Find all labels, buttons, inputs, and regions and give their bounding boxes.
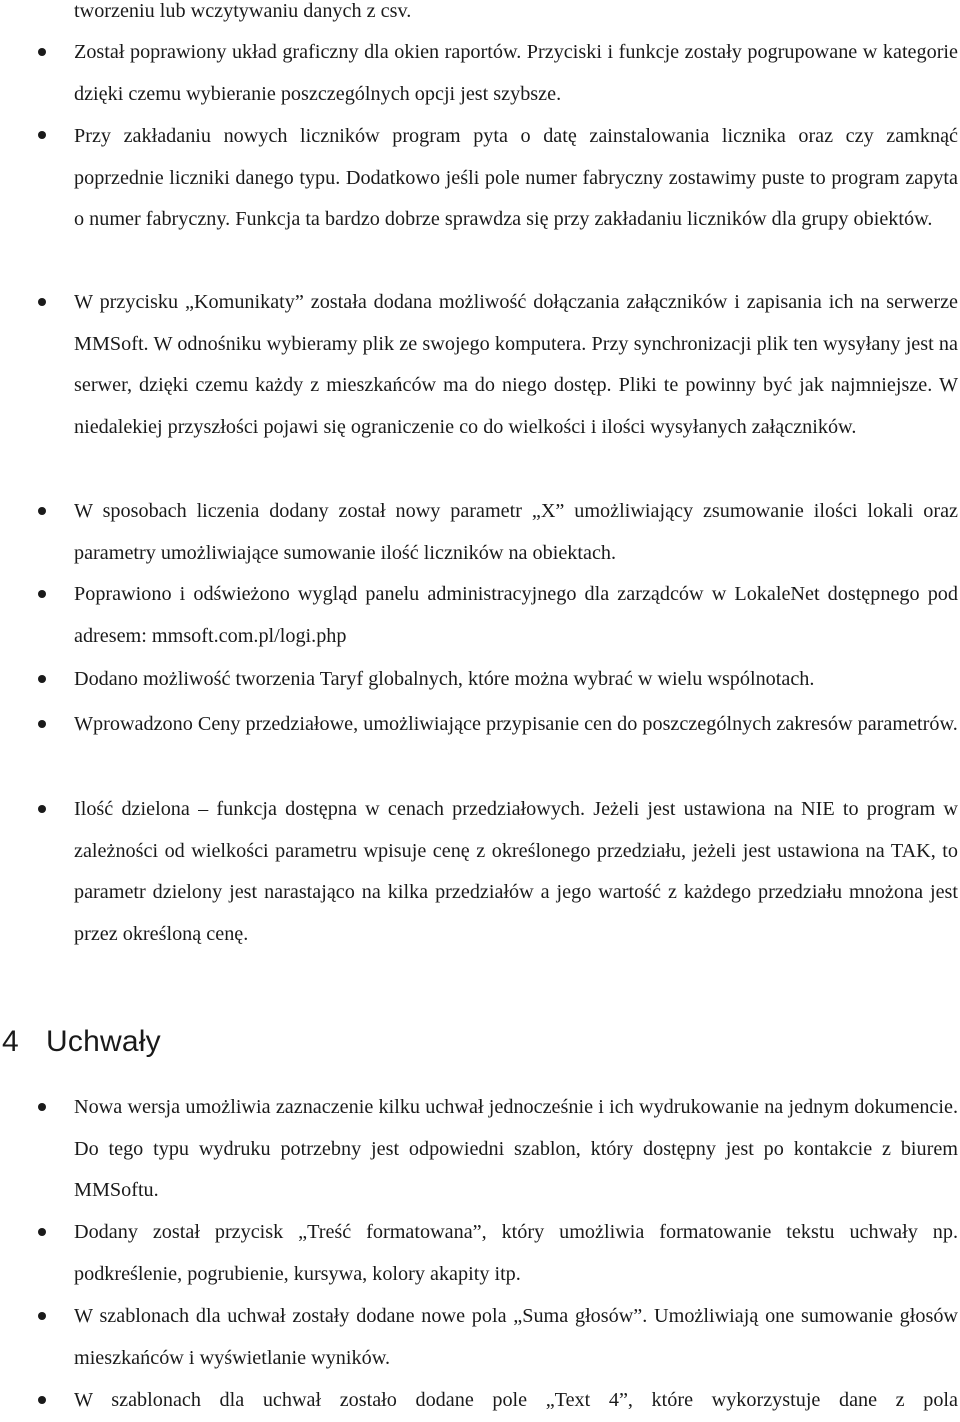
- bullet-icon: [38, 590, 46, 598]
- list-item: Poprawiono i odświeżono wygląd panelu administracyjnego dla zarządców w LokaleNet dostępnego pod adresem: mmsoft.com.pl/logi.php: [74, 583, 958, 647]
- bullet-icon: [38, 1228, 46, 1236]
- list-item: W szablonach dla uchwał zostało dodane pole „Text 4”, które wykorzystuje dane z pola: [74, 1389, 958, 1411]
- bullet-icon: [38, 1312, 46, 1320]
- list-item: Nowa wersja umożliwia zaznaczenie kilku uchwał jednocześnie i ich wydrukowanie na jednym dokumencie. Do tego typu wydruku potrzebny jest odpowiedni szablon, który dostępny jest po kontakcie z biurem MMSoftu.: [74, 1096, 958, 1201]
- bullet-icon: [38, 720, 46, 728]
- list-item: Dodany został przycisk „Treść formatowana”, który umożliwia formatowanie tekstu uchwały np. podkreślenie, pogrubienie, kursywa, kolory akapity itp.: [74, 1221, 958, 1285]
- section-heading: [2, 1020, 161, 1064]
- section-number: 4: [2, 1025, 19, 1058]
- bullet-icon: [38, 1103, 46, 1111]
- list-item: Wprowadzono Ceny przedziałowe, umożliwiające przypisanie cen do poszczególnych zakresów parametrów.: [74, 713, 958, 735]
- bullet-icon: [38, 675, 46, 683]
- bullet-icon: [38, 298, 46, 306]
- list-item: Przy zakładaniu nowych liczników program pyta o datę zainstalowania licznika oraz czy zamknąć poprzednie liczniki danego typu. Dodatkowo jeśli pole numer fabryczny zostawimy puste to program zapyta o numer fabryczny. Funkcja ta bardzo dobrze sprawdza się przy zakładaniu liczników dla grupy obiektów.: [74, 125, 958, 230]
- list-item: W przycisku „Komunikaty” została dodana możliwość dołączania załączników i zapisania ich na serwerze MMSoft. W odnośniku wybieramy plik ze swojego komputera. Przy synchronizacji plik ten wysyłany jest na serwer, dzięki czemu każdy z mieszkańców ma do niego dostęp. Pliki te powinny być jak najmniejsze. W niedalekiej przyszłości pojawi się ograniczenie co do wielkości i ilości wysyłanych załączników.: [74, 291, 958, 438]
- list-item: Został poprawiony układ graficzny dla okien raportów. Przyciski i funkcje zostały pogrupowane w kategorie dzięki czemu wybieranie poszczególnych opcji jest szybsze.: [74, 41, 958, 105]
- section-title: Uchwały: [46, 1025, 161, 1058]
- list-item: W szablonach dla uchwał zostały dodane nowe pola „Suma głosów”. Umożliwiają one sumowanie głosów mieszkańców i wyświetlanie wyników.: [74, 1305, 958, 1369]
- bullet-icon: [38, 131, 46, 139]
- paragraph-continuation: tworzeniu lub wczytywaniu danych z csv.: [74, 0, 412, 22]
- bullet-icon: [38, 48, 46, 56]
- list-item: Ilość dzielona – funkcja dostępna w cenach przedziałowych. Jeżeli jest ustawiona na NIE to program w zależności od wielkości parametru wpisuje cenę z określonego przedziału, jeżeli jest ustawiona na TAK, to parametr dzielony jest narastająco na kilka przedziałów a jego wartość z każdego przedziału mnożona jest przez określoną cenę.: [74, 798, 958, 945]
- list-item: Dodano możliwość tworzenia Taryf globalnych, które można wybrać w wielu wspólnotach.: [74, 668, 815, 690]
- list-item: W sposobach liczenia dodany został nowy parametr „X” umożliwiający zsumowanie ilości lokali oraz parametry umożliwiające sumowanie ilość liczników na obiektach.: [74, 500, 958, 564]
- bullet-icon: [38, 507, 46, 515]
- bullet-icon: [38, 1396, 46, 1404]
- bullet-icon: [38, 805, 46, 813]
